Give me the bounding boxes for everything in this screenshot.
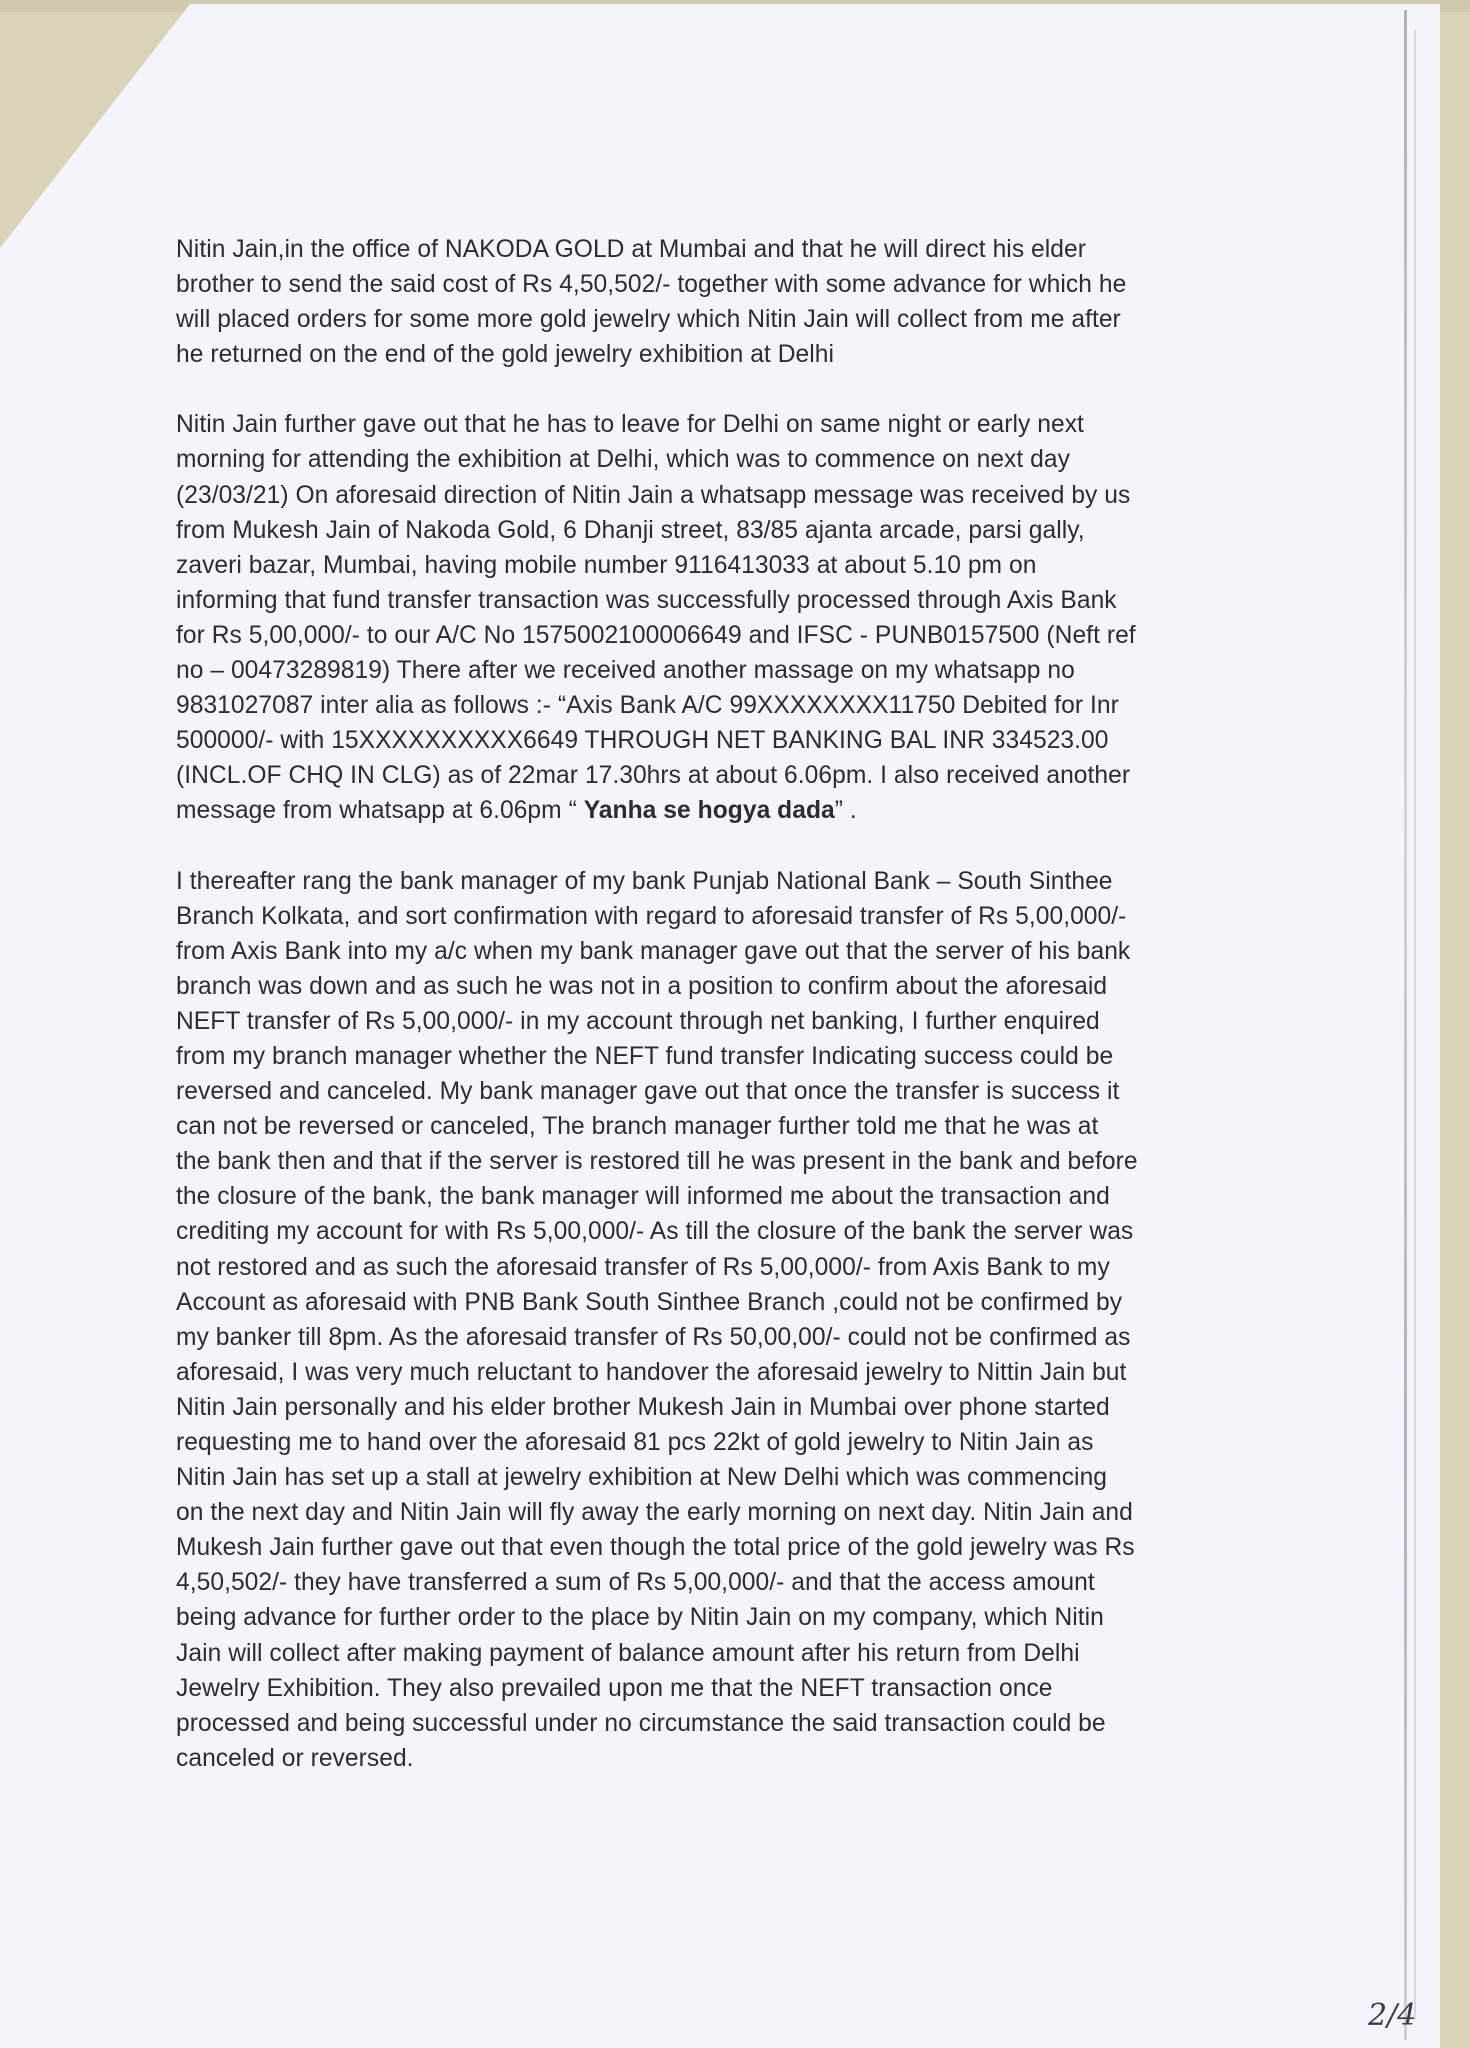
text-line: requesting me to hand over the aforesaid 81 pcs 22kt of gold jewelry to Nitin Jain as	[176, 1429, 1094, 1456]
text-line: from Axis Bank into my a/c when my bank manager gave out that the server of his bank	[176, 937, 1131, 965]
text-line: for Rs 5,00,000/- to our A/C No 1575002100006649 and IFSC - PUNB0157500 (Neft ref	[176, 621, 1136, 649]
text-line: Account as aforesaid with PNB Bank South Sinthee Branch ,could not be confirmed by	[176, 1288, 1123, 1316]
text-line: (23/03/21) On aforesaid direction of Nitin Jain a whatsapp message was received by us	[176, 481, 1131, 509]
text-line: can not be reversed or canceled, The branch manager further told me that he was at	[176, 1113, 1099, 1141]
text-line: I thereafter rang the bank manager of my bank Punjab National Bank – South Sinthee	[176, 867, 1113, 895]
text-line: crediting my account for with Rs 5,00,000/- As till the closure of the bank the server was	[176, 1218, 1134, 1246]
text-line: the bank then and that if the server is restored till he was present in the bank and before	[176, 1148, 1138, 1176]
text-line: 4,50,502/- they have transferred a sum of Rs 5,00,000/- and that the access amount	[176, 1569, 1095, 1597]
page-edge-shadow-secondary	[1414, 30, 1416, 2020]
text-line: Mukesh Jain further gave out that even though the total price of the gold jewelry was Rs	[176, 1534, 1135, 1562]
text-line: branch was down and as such he was not in a position to confirm about the aforesaid	[176, 972, 1108, 1000]
text-line: processed and being successful under no circumstance the said transaction could be	[176, 1709, 1106, 1737]
text-line: canceled or reversed.	[176, 1744, 414, 1772]
text-line: not restored and as such the aforesaid transfer of Rs 5,00,000/- from Axis Bank to my	[176, 1253, 1110, 1281]
page-number: 2/4	[1368, 1998, 1417, 2033]
text-line: Branch Kolkata, and sort confirmation with regard to aforesaid transfer of Rs 5,00,000/-	[176, 902, 1127, 930]
text-line: Nitin Jain personally and his elder brother Mukesh Jain in Mumbai over phone started	[176, 1393, 1110, 1421]
text-line: being advance for further order to the place by Nitin Jain on my company, which Nitin	[176, 1604, 1104, 1632]
text-line: from my branch manager whether the NEFT fund transfer Indicating success could be	[176, 1042, 1114, 1070]
paragraph-1	[176, 232, 1256, 372]
text-line: (INCL.OF CHQ IN CLG) as of 22mar 17.30hrs at about 6.06pm. I also received another	[176, 762, 1131, 790]
paragraph-2	[176, 407, 1256, 828]
text-line: my banker till 8pm. As the aforesaid transfer of Rs 50,00,00/- could not be confirmed as	[176, 1323, 1131, 1351]
quoted-message: Yanha se hogya dada	[583, 797, 835, 825]
text-line: brother to send the said cost of Rs 4,50,502/- together with some advance for which he	[176, 271, 1127, 299]
text-line: Nitin Jain has set up a stall at jewelry exhibition at New Delhi which was commencing	[176, 1464, 1108, 1492]
document-body	[176, 232, 1256, 1811]
text-line: Jain will collect after making payment of balance amount after his return from Delhi	[176, 1639, 1080, 1667]
text-line: will placed orders for some more gold jewelry which Nitin Jain will collect from me after	[176, 306, 1121, 334]
text-line: 9831027087 inter alia as follows :- “Axis Bank A/C 99XXXXXXXX11750 Debited for Inr	[176, 692, 1119, 720]
text-line: Nitin Jain further gave out that he has to leave for Delhi on same night or early next	[176, 411, 1084, 439]
text-line: 500000/- with 15XXXXXXXXXX6649 THROUGH NET BANKING BAL INR 334523.00	[176, 727, 1109, 755]
text-line: the closure of the bank, the bank manager will informed me about the transaction and	[176, 1183, 1110, 1211]
text-line: on the next day and Nitin Jain will fly away the early morning on next day. Nitin Jain and	[176, 1499, 1133, 1527]
text-line: from Mukesh Jain of Nakoda Gold, 6 Dhanji street, 83/85 ajanta arcade, parsi gally,	[176, 516, 1085, 544]
text-line: he returned on the end of the gold jewelry exhibition at Delhi	[176, 341, 834, 369]
quote-suffix: ” .	[834, 797, 857, 825]
page-edge-shadow	[1404, 10, 1407, 2040]
text-line: morning for attending the exhibition at Delhi, which was to commence on next day	[176, 446, 1070, 474]
quote-prefix: message from whatsapp at 6.06pm “	[176, 797, 584, 825]
text-line: NEFT transfer of Rs 5,00,000/- in my account through net banking, I further enquired	[176, 1007, 1100, 1035]
text-line: informing that fund transfer transaction was successfully processed through Axis Bank	[176, 586, 1117, 614]
text-line: no – 00473289819) There after we received another massage on my whatsapp no	[176, 657, 1075, 685]
text-line: zaveri bazar, Mumbai, having mobile number 9116413033 at about 5.10 pm on	[176, 551, 1037, 579]
text-line: aforesaid, I was very much reluctant to handover the aforesaid jewelry to Nittin Jain but	[176, 1358, 1127, 1386]
text-line-with-quote	[176, 793, 1256, 828]
text-line: Nitin Jain,in the office of NAKODA GOLD at Mumbai and that he will direct his elder	[176, 236, 1086, 263]
text-line: Jewelry Exhibition. They also prevailed upon me that the NEFT transaction once	[176, 1674, 1053, 1702]
paragraph-3	[176, 864, 1256, 1776]
text-line: reversed and canceled. My bank manager gave out that once the transfer is success it	[176, 1078, 1120, 1106]
